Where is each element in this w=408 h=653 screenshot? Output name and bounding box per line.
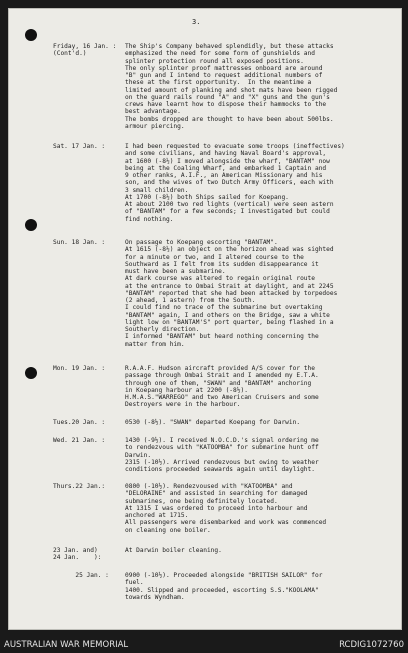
entry-text: The Ship's Company behaved splendidly, but these attacks emphasized the need for some form of gunshields and splinter protection round all exposed positions. The only splinter proof mattresses onboard are around "B" gun and I intend to request additional numbers of these at the first opportunity. In the meantime a limited amount of planking and shot mats have been rigged on the guard rails round "A" and "X" guns and the gun's crews have learnt how to dispose their hammocks to the best advantage. The bombs dropped are thought to have been about 500lbs. armour piercing. xyxy=(125,43,338,130)
punch-hole xyxy=(25,29,37,41)
archive-footer xyxy=(0,638,408,653)
entry-text: 0800 (-10½). Rendezvoused with "KATOOMBA" and "DELORAINE" and assisted in searching for damaged submarines, one being definitely located. At 1315 I was ordered to proceed into harbour and anchored at 1715. All passengers were disembarked and work was commenced on cleaning one boiler. xyxy=(125,483,327,534)
entry-date: Friday, 16 Jan. : (Cont'd.) xyxy=(53,43,117,58)
entry-text: On passage to Koepang escorting "BANTAM". At 1615 (-8½) an object on the horizon ahead was sighted for a minute or two, and I altered course to the Southward as I felt from its sudden disappearance it must have been a submarine. At dark course was altered to regain original route at the entrance to Ombai Strait at daylight, and at 2245 "BANTAM" reported that she had been attacked by torpedoes (2 ahead, 1 astern) from the South. I could find no trace of the submarine but overtaking "BANTAM" again, I and others on the Bridge, saw a white light low on "BANTAM'S" port quarter, being flashed in a Southerly direction. I informed "BANTAM" but heard nothing concerning the matter from him. xyxy=(125,239,338,348)
entry-date: Tues.20 Jan. : xyxy=(53,419,106,426)
entry-date: Wed. 21 Jan. : xyxy=(53,437,106,444)
entry-date: 25 Jan. : xyxy=(53,572,109,579)
entry-text: 1430 (-9½). I received N.O.C.D.'s signal ordering me to rendezvous with "KATOOMBA" for submarine hunt off Darwin. 2315 (-10½). Arrived rendezvous but owing to weather conditions proceeded seawards again until daylight. xyxy=(125,437,319,473)
archive-id: RCDIG1072760 xyxy=(339,640,404,650)
entry-date: Mon. 19 Jan. : xyxy=(53,365,106,372)
punch-hole xyxy=(25,367,37,379)
entry-date: Sun. 18 Jan. : xyxy=(53,239,106,246)
entry-text: I had been requested to evacuate some troops (ineffectives) and some civilians, and having Naval Board's approval, at 1600 (-8½) I moved alongside the wharf, "BANTAM" now being at the Coaling Wharf, and embarked 1 Captain and 9 other ranks, A.I.F., an American Missionary and his son, and the wives of two Dutch Army Officers, each with 3 small children. At 1700 (-8½) both Ships sailed for Koepang. At about 2100 two red lights (vertical) were seen astern of "BANTAM" for a few seconds; I investigated but could find nothing. xyxy=(125,143,345,223)
entry-date: Thurs.22 Jan.: xyxy=(53,483,106,490)
entry-date: Sat. 17 Jan. : xyxy=(53,143,106,150)
page-number: 3. xyxy=(192,18,201,26)
entry-text: 0900 (-10½). Proceeded alongside "BRITISH SAILOR" for fuel. 1400. Slipped and proceeded, escorting S.S."KOOLAMA" towards Wyndham. xyxy=(125,572,323,601)
archive-name: AUSTRALIAN WAR MEMORIAL xyxy=(4,640,129,650)
document-page xyxy=(8,8,402,630)
entry-text: At Darwin boiler cleaning. xyxy=(125,547,222,554)
entry-date: 23 Jan. and) 24 Jan. ): xyxy=(53,547,102,562)
entry-text: 0530 (-8½). "SWAN" departed Koepang for Darwin. xyxy=(125,419,301,426)
punch-hole xyxy=(25,219,37,231)
entry-text: R.A.A.F. Hudson aircraft provided A/S cover for the passage through Ombai Strait and I amended my E.T.A. through one of them, "SWAN" and "BANTAM" anchoring in Koepang harbour at 2200 (-8½). H.M.A.S."WARREGO" and two American Cruisers and some Destroyers were in the harbour. xyxy=(125,365,319,409)
